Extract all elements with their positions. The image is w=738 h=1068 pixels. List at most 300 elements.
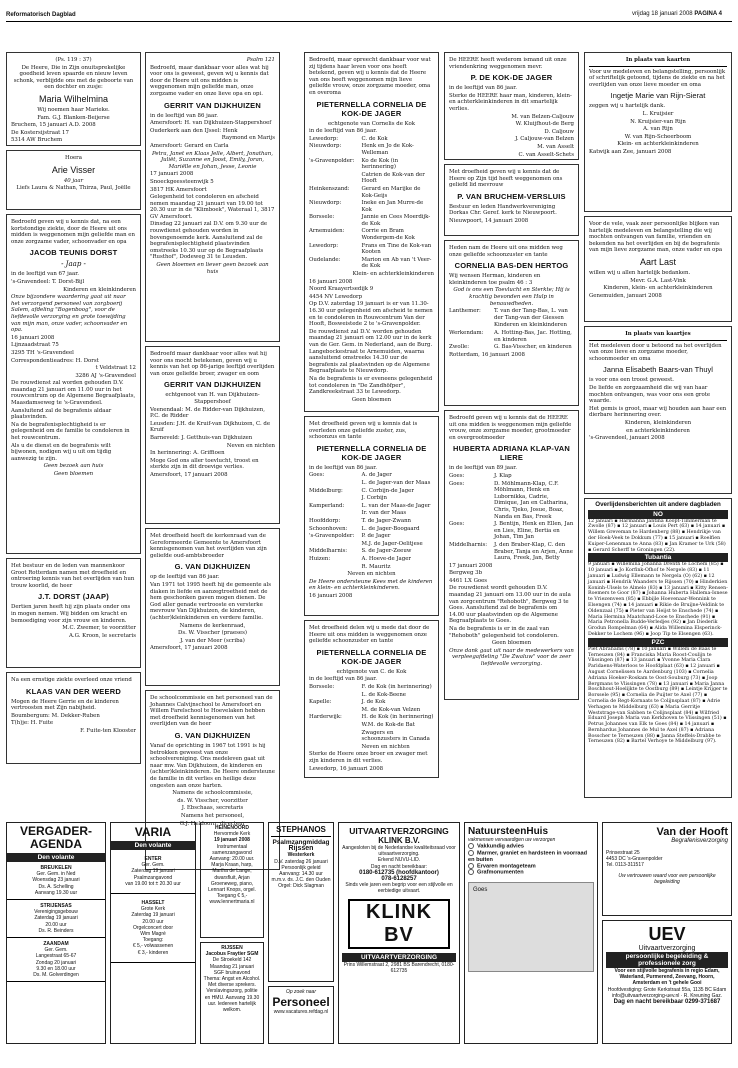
relatives: Klein- en achterkleinkinderen	[352, 271, 434, 278]
place: Amersfoort:	[150, 142, 183, 149]
place: Harderwijk:	[309, 714, 342, 721]
signature-head: Namens de schoolcommissie,	[172, 790, 253, 797]
thanks-text: Het gemis is groot, maar wij houden aan haar een dierbare herinnering over.	[589, 405, 727, 419]
agenda-list	[7, 862, 105, 982]
place	[309, 510, 362, 517]
obituary-dijkhuizen-1	[145, 52, 280, 342]
ad-subtitle: KLINK B.V.	[378, 836, 420, 845]
box-title: Overlijdensberichten uit andere dagbladen	[595, 501, 721, 508]
friend-name: M. van Belzen-Caljouw	[511, 113, 574, 120]
ad-personeel	[268, 986, 334, 1044]
feature-label: Grafmonumenten	[477, 869, 524, 876]
place: Amersfoort:	[150, 120, 183, 127]
obituary-kok-4	[444, 52, 579, 160]
relative-row	[309, 518, 434, 525]
agenda-place: STRIJENSAS	[40, 903, 72, 910]
address-line: De Kostersijstraat 17	[11, 129, 69, 136]
signature: J. Ebschaas, secretaris	[181, 805, 244, 812]
agenda-item	[7, 900, 105, 938]
condolence-info: Na de begrafenis is er in de zaal van "Rehoboth" gelegenheid tot condoleren.	[449, 626, 559, 639]
deceased-name: Ingetje Marie van Rijn-Sierat	[610, 91, 706, 101]
signature: Ds. W. Visscher (praeses)	[178, 630, 247, 637]
agenda-detail: Ger. Gem.	[44, 947, 68, 954]
address-line: 5314 AW Bruchem	[11, 137, 63, 144]
thanks-text: willen wij u allen hartelijk bedanken.	[589, 269, 691, 276]
ad-logo: STEPHANOS	[271, 825, 331, 837]
obituary-text: Wij wensen Herman, kinderen en kleinkinderen toe psalm 46 : 3	[449, 273, 541, 286]
ad-date: 19 januari 2008	[214, 837, 250, 844]
obituary-kok-2	[304, 416, 439, 616]
relative-row	[309, 533, 434, 540]
relative: H. Fuite	[30, 720, 54, 727]
psalm-ref: (Ps. 119 : 37)	[55, 57, 92, 63]
date: 's-Gravendeel, januari 2008	[589, 435, 665, 442]
obituary-text: Het bestuur en de leden van mannenkoor Groot Rotterdam namen met droefheid en ontroering kennis van het overlijden van hun trouw koorlid, de heer	[11, 563, 135, 589]
deceased-name: KLAAS VAN DER WEERD	[26, 686, 121, 696]
service-info: De rouwdienst zal worden gehouden D.V. maandag 21 januari om 11.00 uur in het rouwcentrum op de Algemene Begraafplaats, Maasdamseweg te 's-Gravendeel.	[11, 380, 136, 407]
varia-detail: Toegang:	[142, 937, 164, 944]
deceased-name: Aart Last	[639, 256, 677, 267]
relative: D. Möhlmann-Klap, C.F. Möhlmann, Henk en Lubornikka, Cadrie, Dimique, Jan en Catharina, Chris, Tjeko, Josue, Boaz, Nanda en Bas, Freek	[494, 480, 569, 520]
ad-address: 4453 DC 's-Gravenpolder	[606, 856, 663, 863]
relatives-list	[449, 473, 574, 562]
ad-title: UEV	[648, 924, 686, 944]
publication-name: Reformatorisch Dagblad	[6, 12, 76, 18]
varia-detail: € 3,- kinderen	[137, 949, 169, 956]
ad-text: Sinds vele jaren een begrip voor een stijlvolle en eerbiedige uitvaart.	[345, 882, 453, 895]
feature-item	[468, 869, 594, 876]
relative: J. Getthuis-van Dijkhuizen	[181, 434, 253, 441]
ad-address: De Stroekeld 142	[212, 957, 252, 964]
place: Hoofddorp:	[309, 517, 341, 524]
ad-phone: Tel. 0113-311517	[606, 862, 644, 869]
relative-row	[449, 521, 574, 541]
signature: Klein- en achterkleinkinderen	[617, 141, 699, 148]
obituary-text: Met droefheid delen wij u mede dat door de Heere uit ons midden is weggenomen onze geliefde schoonzuster en tante	[309, 625, 430, 645]
ad-text: Uw vertrouwen waard voor een persoonlijke begeleiding	[618, 872, 716, 885]
ad-text: m.m.v. ds. J.C. den Ouden	[271, 877, 331, 884]
agenda-detail: Aanvang 19.30 uur	[34, 889, 78, 896]
varia-detail: 20.00 uur	[142, 918, 164, 925]
obituary-text: De HEERE heeft wederom ismand uit onze vriendenkring weggenomen mevr.	[449, 57, 567, 70]
place	[309, 541, 362, 548]
relative: M. de Kok-van Velzen	[361, 706, 421, 713]
agenda-detail: Ger. Gem. in Ned	[36, 871, 76, 878]
ad-subtitle: Den volante	[111, 841, 195, 850]
deceased-name: CORNELIA BAS-DEN HERTOG	[454, 261, 569, 271]
ad-title: Rijssen	[288, 845, 314, 853]
date: 16 januari 2008	[11, 334, 55, 341]
signature: G.J. Heldoorn, directeur	[179, 820, 246, 827]
ad-subtitle: Uitvaartverzorging	[638, 945, 696, 952]
deceased-name: P. DE KOK-DE JAGER	[470, 73, 553, 83]
place: Veenendaal:	[150, 406, 184, 413]
address-line: Snoeckgeessteenwijk 5	[150, 178, 214, 185]
ad-url[interactable]: www.vacatures.refdag.nl	[273, 1009, 329, 1016]
obituary-klap	[444, 410, 579, 700]
obituary-dorst	[6, 214, 141, 554]
date: Amersfoort, 17 januari 2008	[150, 471, 228, 478]
ad-date: D.V. zaterdag 26 januari	[274, 858, 328, 865]
condolence-info: Na de begrafenis is er eveneens gelegenheid tot condoleren in "De Zandhöfper", Zandkreekstraat 33 te Lewedorp.	[309, 375, 433, 396]
obituary-text: Bedroefd geven wij u kennis dat, na een kortstondige ziekte, door de Heere uit ons midden is weggenomen mijn geliefde man en onze zorgzame vader, schoonvader en opa	[11, 219, 135, 245]
relative-row	[309, 488, 434, 495]
obituary-text: Met droefheid geven wij u kennis dat de Heere op Zijn tijd heeft weggenomen ons geliefd lid mevrouw	[449, 169, 563, 189]
agenda-detail: Ds. A. Schelling	[38, 883, 74, 890]
place: T(h)je:	[11, 720, 29, 727]
column-3	[304, 52, 439, 782]
service-info: De rouwdienst zal D.V. worden gehouden maandag 21 januari om 12.00 uur in de kerk van de Ger. Gem. in Nederland, aan de Burg. Langebockestraat te Arnemuiden, waarna aansluitend omstreeks 14.30 uur de begrafenis zal plaatsvinden op de Algemene Begraafplaats te Nieuwdorp.	[309, 328, 433, 375]
deceased-name: PIETERNELLA CORNELIA DE KOK-DE JAGER	[316, 647, 427, 666]
ad-vergaderagenda	[6, 822, 106, 1044]
place: Goes:	[449, 521, 465, 528]
service-info: De rouwdienst wordt gehouden D.V. maandag 21 januari om 13.00 uur in de aula van zorgcentrum "Rehoboth", Bergweg 3 te Goes. Aansluitend zal de begrafenis om 14.00 uur plaatsvinden op de Algemene Begraafplaats te Goes.	[449, 585, 571, 625]
relative: T. van der Tang-Bas, L. van der Tang-van der Giessen	[494, 308, 568, 321]
ad-title: RIJSSEN	[221, 945, 243, 951]
place: Borssele:	[309, 683, 335, 690]
ad-klink	[338, 822, 460, 1044]
thanks-text: Voor uw medeleven en belangstelling, persoonlijk of schriftelijk getoond, tijdens de ziekte en na het overlijden van onze lieve moeder en oma	[589, 68, 726, 88]
ad-stephanos	[268, 822, 334, 982]
attend-info: Als u de dienst en de begrafenis wilt bijwonen, nodigen wij u uit om tijdig aanwezig te zijn.	[11, 442, 112, 462]
relative-row	[309, 722, 434, 729]
age: 40 jaar	[63, 177, 84, 184]
place: Ouderkerk aan den IJssel:	[150, 127, 222, 134]
agenda-detail: Langestraat 65-67	[35, 953, 77, 960]
signature: en achterkleinkinderen	[626, 427, 690, 434]
agenda-detail: Ds. M. Golverdingen	[33, 972, 79, 979]
relative: C. de Kok	[361, 135, 388, 142]
place: Goes:	[449, 472, 465, 479]
place: Schoonhoven:	[309, 525, 348, 532]
thanks-text: De liefde en zorgzaamheid die wij van haar mochten ontvangen, was voor ons een grote waarde.	[589, 384, 711, 405]
relative: L. de Kok-Beene	[361, 691, 406, 698]
signature: Mevr. G.A. Last-Vink	[630, 277, 686, 284]
agenda-detail: Zondag 20 januari	[35, 959, 77, 966]
relatives-list	[309, 684, 434, 750]
spouse-line: echtgenote van C. de Kok	[336, 668, 407, 675]
death-list: 12 januari ▪ Harmanna Jantina Koopt-Timmerman te Zwolle (87) ▪ 12 januari ▪ Louis Pert (63) ▪ 14 januari ▪ Willem Greveman te Hardenberg (88) ▪ Hendrikje van der Hoek-Veek te Dokkum (77) ▪ 15 januari ▪ Roelfien Kuiper-Lenenman te Anna (83) ▪ Jan Kramer te Urk (58) ▪ Gerard Scherff te Groningen (22).	[588, 518, 726, 553]
condolence-info: Gelegenheid tot condoleren en afscheid nemen maandag 21 januari van 19.00 tot 20.30 uur in de "Klimboek", Wateraal 1, 3817 GV Amersfoort.	[150, 194, 275, 220]
address-line: 4461 LX Goes	[449, 577, 488, 584]
relative-row	[309, 510, 434, 517]
obituary-text: Met droefheid geven wij u kennis dat is overleden onze geliefde zuster, zus, schoonzus en tante	[309, 421, 418, 441]
signature-head: Namens de kerkenraad,	[179, 622, 246, 629]
age: in de leeftijd van 86 jaar.	[309, 464, 377, 471]
place	[309, 730, 362, 743]
address-line: 4454 NV Lewedorp	[309, 293, 363, 300]
relative: Raymond en Marijs	[221, 135, 275, 142]
feature-item	[468, 850, 594, 863]
date: 16 januari 2008	[309, 592, 353, 599]
obituary-text: De Heere ondersteune Kees met de kinderen en klein- en achterkleinkinderen.	[309, 578, 433, 592]
place: Barneveld:	[150, 434, 180, 441]
ad-text: Thema: Angst en Alcohol. Met diverse sprekers. Verslavingszorg, politie en HMU. Aanvang 19.30 uur. Iedereen hartelijk welkom.	[203, 976, 261, 1014]
family-name: Fam. G.J. Blanken-Beijerse	[37, 114, 110, 121]
ad-title: NatuursteenHuis	[468, 826, 549, 837]
relative: Jannie en Cees Moerdijk-de Kok	[361, 214, 431, 227]
place: Lewedorp:	[309, 242, 339, 249]
no-flowers: Geen bloemen	[351, 396, 392, 403]
feature-item	[468, 863, 594, 870]
relative: Frans en Tine de Kok-van Kooten	[361, 242, 432, 256]
section-pzc: PZC	[588, 638, 728, 647]
place: Heinkenszand:	[309, 185, 350, 192]
divider	[589, 340, 727, 341]
ad-address: Hoofdvestiging: Grote Kerkstraat 55a, 1135 BC Edam	[607, 986, 727, 993]
ad-phone: 0180-612735 (hoofdkantoor)	[359, 869, 439, 876]
relative: F. Fuite-ten Klooster	[80, 727, 136, 734]
place: 's-Gravenpolder:	[309, 157, 355, 164]
ad-phone: Dag en nacht bereikbaar 0299-371687	[613, 999, 721, 1006]
bullet-icon	[468, 869, 474, 875]
section-nd: NO	[588, 510, 728, 519]
relative-row	[309, 548, 434, 555]
deaths-other-papers	[584, 498, 732, 798]
date: 16 januari 2008	[309, 278, 353, 285]
address-line: Lijnzaadstraat 75	[11, 342, 59, 349]
relative: S. de Jager-Zeeuw	[361, 548, 412, 555]
relative-row	[449, 481, 574, 521]
relative: C. Corbijn-de Jager	[361, 487, 414, 494]
relative-row	[309, 228, 434, 241]
relative: W.M. de Kok-de Bat	[361, 721, 415, 728]
ad-title: VERGADER-AGENDA	[19, 824, 92, 851]
relative-row	[309, 556, 434, 563]
ad-phone: 078-6128257	[381, 876, 417, 883]
thanks-quote: Onze bijzondere waardering gaat uit naar het verzorgend personeel van zorgboerij Salem, afdeling "Bogenboog", voor de liefdevolle verzorging en grote toewijding van mijn man, onze vader, schoonvader en opa.	[11, 294, 128, 334]
relative: L. van der Maas-de Jager	[361, 502, 431, 509]
ad-natuursteenhuis	[464, 822, 598, 1044]
obituary-weerd	[6, 672, 141, 764]
thanks-text: is voor ons een troost geweest.	[589, 377, 674, 384]
hoera-title: Hoera	[65, 155, 82, 161]
birthday-announcement	[6, 150, 141, 210]
ad-date: Maandag 21 januari	[209, 963, 255, 970]
signature: Kinderen, kleinkinderen	[624, 419, 692, 426]
ad-email[interactable]: info@uitvaartverzorging-uev.nl · R. Kreuning Gaz.	[611, 992, 723, 999]
age: in de leeftijd van 86 jaar.	[449, 85, 517, 92]
relative: F. de Kok (in herinnering)	[361, 683, 432, 690]
relative-row	[309, 564, 434, 571]
ad-address: Prinsestraat 25	[606, 850, 640, 856]
obituary-choir	[6, 558, 141, 668]
friend-name: W. Kluijfhout-de Berg	[515, 121, 574, 128]
place: 's-Gravenpolder:	[309, 533, 355, 540]
date: Katwijk aan Zee, januari 2008	[589, 148, 672, 155]
ad-subtitle: SGF bruinavond	[213, 969, 251, 976]
varia-detail: Orgelconcert door	[132, 924, 174, 931]
place: In herinnering:	[150, 450, 192, 457]
place: Nieuwdorp:	[309, 143, 342, 150]
place	[309, 480, 362, 487]
place	[309, 495, 362, 502]
ad-title: HEINENOORD	[215, 825, 249, 831]
feature-label: Vakkundig advies	[477, 843, 524, 850]
obituary-text: Van 1971 tot 1995 heeft hij de gemeente als diaken in liefde en aanzegtroetheid met de hem geschonken gaven mogen dienen. De God aller genade vertrooste en versterke mevrouw Van Dijkhuizen, de kinderen, (achter)kleinkinderen en verdere familie.	[150, 581, 271, 621]
obituary-text: Na een ernstige ziekte overleed onze vriend	[11, 677, 132, 683]
no-visit: Geen bezoek aan huis	[43, 463, 104, 470]
relatives-list	[449, 308, 574, 351]
signature: W. van Rijn-Scheerboom	[624, 133, 692, 140]
obituary-text: Moge God ons aller toevlucht, troost en sterkte zijn in dit droevige verlies.	[150, 457, 259, 471]
ad-photo	[468, 882, 594, 972]
date: Amersfoort, 17 januari 2008	[150, 645, 228, 652]
service-info: Dinsdag 22 januari zal D.V. om 9.30 uur de rouwdienst gehouden worden in bovengenoemde kerk. Aansluitend zal de begrafenisplechtigheid plaatsvinden omstreeks 10.30 uur op de Begraafplaats "Rusthof", Dodeweg 31 te Leusden.	[150, 221, 268, 261]
friend-name: D. Caljouw	[544, 128, 574, 135]
varia-detail: € 5,- volwassenen	[132, 943, 174, 950]
place: Leusden:	[150, 420, 175, 427]
ad-text: Orgel: Dick Slagman	[278, 883, 324, 890]
deceased-name: GERRIT VAN DIJKHUIZEN	[164, 100, 261, 110]
address-line: Noord Kraayertsedijk 9	[309, 286, 374, 293]
relative: Zwagers en schoonzusters in Canada	[361, 729, 430, 743]
obituary-kok-1	[304, 52, 439, 412]
relative: Ineke en Jan Murre-de Kok	[361, 200, 424, 213]
relative-row	[309, 214, 434, 227]
date: Rotterdam, 16 januari 2008	[449, 351, 525, 358]
relative-row	[309, 744, 434, 751]
grandchildren: Petra, Janet en Klaas Jelle, Albert, Jonathan, Juliët, Suzanne en Joost, Emily, Joran, Mariëlle en Johan, Jesse, Leonie	[152, 150, 273, 170]
deceased-name: J.T. DORST (JAAP)	[38, 592, 109, 602]
ad-subtitle: Jacobus Fraytier SGM	[205, 951, 259, 958]
place: Goes:	[449, 480, 465, 487]
no-flowers: Geen bloemen	[53, 471, 94, 477]
varia-detail: Zaterdag 19 januari	[131, 868, 175, 875]
relatives-list	[309, 472, 434, 570]
ad-van-der-hooft	[602, 822, 732, 916]
relative-row	[449, 344, 574, 351]
place	[309, 707, 362, 714]
thanks-quote: Onze dank gaat uit naar de medewerkers van verpleegafdeling "De Zwaluw" voor de zeer liefdevolle verzorging.	[449, 647, 574, 667]
funeral-info: Aansluitend zal de begrafenis aldaar plaatsvinden.	[11, 407, 112, 421]
feature-label: Ervaren montageteam	[477, 863, 536, 870]
spouse-line: echtgenoot van H. van Dijkhuizen-Stappershoef	[165, 392, 260, 405]
deceased-name: JACOB TEUNIS DORST	[29, 248, 118, 258]
relative: J. de Kok	[361, 699, 386, 706]
obituary-text: Mogen de Heere Gerrie en de kinderen vertroosten met Zijn nabijheid.	[11, 698, 119, 712]
death-list: 9 januari ▪ Willemina Johanna Drenth te Lochem (85) ▪ 10 januari ▪ Jo Korfink-Ofhof te Nergele (83) ▪ 11 januari ▪ Ludwig Ellemann te Nergela (O) (62) ▪ 12 januari ▪ Hendrik Waanders te Rijssen (70) ▪ Hinderkien Koninh-Ulsels te Almelo (83) ▪ 13 januari ▪ Kitty Rensen-Roemers te Goor (87) ▪ Johanna Huberta Hallema-Isnese te Vriezenveen (85) ▪ Ebbijle Hoevenaar-Wennink te Elsengen (74) ▪ 14 januari ▪ Rikie de Bruijne-Veldink te Oldenzaal (75) ▪ Pieter van Heijst te Enschede (74) ▪ Maria Hermina Maatchand-Looe te Enschede (91) ▪ Maria Petronella Budde-Verledjes (92) ▪ Jan Diederik Grodun Rompelman (64) ▪ Alida Willemina Elsperinck-Dekker te Lochem (96) ▪ Joop Tip te Elsengen (63).	[588, 562, 728, 637]
relative: J. Klap	[494, 472, 512, 479]
nickname: - Jaap -	[61, 260, 86, 269]
place: Goes:	[309, 472, 325, 479]
relative: Ko de Kok (in herinnering)	[361, 157, 399, 171]
signature-list	[589, 111, 727, 148]
ad-subtitle: vakmensen vervaardigen uw verzorgen	[468, 837, 556, 843]
relative-row	[309, 699, 434, 706]
ad-title: Personeel	[272, 995, 330, 1010]
divider	[589, 66, 727, 67]
ad-subtitle: Hervormde Kerk	[213, 831, 251, 838]
relative-row	[449, 330, 574, 343]
ad-tagline: persoonlijke begeleiding & professionele zorg	[606, 952, 728, 968]
signature: N. Kruijsier-van Rijn	[630, 118, 686, 125]
ad-footer: UITVAARTVERZORGING	[342, 953, 456, 962]
relatives-list	[309, 136, 434, 270]
relative-row	[309, 186, 434, 199]
bullet-icon	[468, 850, 474, 856]
relative: Ir. van der Maas	[361, 510, 407, 517]
varia-place: ENTER	[144, 856, 162, 862]
address-line: 3286 AJ 's-Gravendeel	[75, 372, 136, 379]
obituary-text: Bedroefd, maar opreecht dankbaar voor wat zij tijdens haar leven voor ons heeft betekend, geven wij u kennis dat de Heere van ons heeft weggenomen mijn lieve geliefde vrouw, onze zorgzame moeder, oma en overoma	[309, 57, 431, 96]
child-name: Maria Wilhelmina	[38, 93, 109, 104]
place: 's-Gravendeel:	[11, 278, 51, 285]
date: Nieuwpoort, 14 januari 2008	[449, 217, 529, 224]
obituary-text: Bedroefd geven wij u kennis dat de HEERE uit ons midden is weggenomen mijn geliefde vrouw, onze zorgzame moeder, grootmoeder en overgrootmoeder	[449, 415, 572, 441]
relative: H. van Dijkhuizen-Stappershoef	[184, 120, 272, 127]
relatives: Neven en nichten	[226, 442, 275, 449]
thanks-text: zeggen wij u hartelijk dank.	[589, 103, 666, 110]
spouse-line: echtgenote van Cornelis de Kok	[327, 120, 415, 127]
relative: G. Bas-Visscher, en kinderen	[494, 344, 572, 351]
place: Huizen:	[309, 555, 331, 562]
bullet-icon	[468, 863, 474, 869]
obituary-dijkhuizen-2	[145, 346, 280, 524]
date: Lewedorp, 16 januari 2008	[309, 765, 384, 772]
relative: A. de Jager	[361, 472, 392, 479]
ad-subtitle: Den volante	[7, 853, 105, 862]
address-line: Bergweg 3b	[449, 570, 483, 577]
relative-row	[449, 473, 574, 480]
date: 17 januari 2008	[150, 171, 194, 178]
obituary-text: Sterke de HEERE haar man, kinderen, klein- en achterkleinkinderen in dit smartelijk verlies.	[449, 92, 572, 112]
signature-list	[589, 278, 727, 292]
thanks-text: Voor de vele, vaak zeer persoonlijke blijken van hartelijk medeleven en belangstelling die wij mochten ontvangen van familie, vrienden en bekenden na het overlijden en bij de begrafenis van mijn lieve zorgzame man, onze vader en opa	[589, 221, 723, 254]
ad-title: UITVAARTVERZORGING	[349, 826, 449, 836]
from-line: Liefs Laura & Nathan, Thirza, Paul, Joëlle	[16, 185, 131, 192]
obituary-bruchem	[444, 164, 579, 236]
relative: Henk en Jo de Kok-Welleman	[361, 143, 414, 156]
relative-row	[309, 707, 434, 714]
relative: Neven en nichten	[361, 743, 410, 750]
varia-item	[111, 850, 195, 894]
ad-text: Instrumentaal samenzangavond Aanvang: 20.00 uur. Marja Kraan, harp, Martha de Lange, dwarsfluit, Arjan Groeneweg, piano, Lennart Knops, orgel. Toegang € 5,- www.lennertmaria.nl	[208, 843, 256, 906]
relative: J. Bentijn, Henk en Ellen, Jan en Lies, Eline, Bertia en Johan, Tim Jan	[494, 521, 574, 541]
ad-title: Psalmzangmiddag	[272, 839, 330, 846]
relative: M. de Ridder-van Dijkhuizen, P.C. de Ridder	[150, 406, 265, 420]
relative: L. de Jager-Boogaard	[361, 525, 420, 532]
relative-row	[309, 158, 434, 171]
varia-detail: Zaterdag 19 januari	[131, 912, 175, 919]
obituary-text: Bedroefd, maar dankbaar voor alles wat hij voor ons is geweest, geven wij u kennis dat door de Heere uit ons midden is weggenomen mijn geliefde man, onze zorgzame vader en onze lieve opa en opi.	[150, 64, 269, 97]
varia-detail: Grote Kerk	[140, 906, 166, 913]
calling-name: Wij noemen haar Marieke.	[37, 106, 110, 113]
ad-subtitle: Begrafenisverzorging	[671, 838, 728, 844]
place: Lewedorp:	[309, 135, 339, 142]
relative-row	[309, 541, 434, 548]
thanks-baars	[584, 326, 732, 494]
place: Nieuwdorp:	[309, 200, 342, 207]
relative-row	[449, 542, 574, 562]
varia-list	[111, 850, 195, 963]
obituary-text: Bedroefd maar dankbaar voor alles wat hij voor ons mocht betekenen, geven wij u kennis van het op 86-jarige leeftijd overlijden van onze geliefde broer, zwager en oom	[150, 351, 275, 377]
ad-title: VARIA	[134, 825, 172, 839]
varia-item	[111, 894, 195, 963]
agenda-place: ZAANDAM	[43, 941, 69, 948]
place: Middelburg:	[309, 487, 343, 494]
relative-row	[309, 257, 434, 270]
column-4	[444, 52, 579, 704]
agenda-item	[7, 862, 105, 900]
deceased-name: GERRIT VAN DIJKHUIZEN	[164, 380, 261, 390]
no-flowers: Geen bloemen	[491, 640, 532, 647]
agenda-detail: 20.00 uur	[45, 921, 67, 928]
bible-quote: God is ons een Toevlucht en Sterkte; Hij is krachtig bevonden een Hulp in benauwdheden.	[453, 287, 570, 307]
place	[309, 744, 362, 751]
relative: Gerard en Marijke de Kok-Geijs	[361, 185, 421, 199]
ad-address: Prins Willemstraat 2, 2981 BS Barendrecht, 0180-612735	[343, 961, 455, 974]
